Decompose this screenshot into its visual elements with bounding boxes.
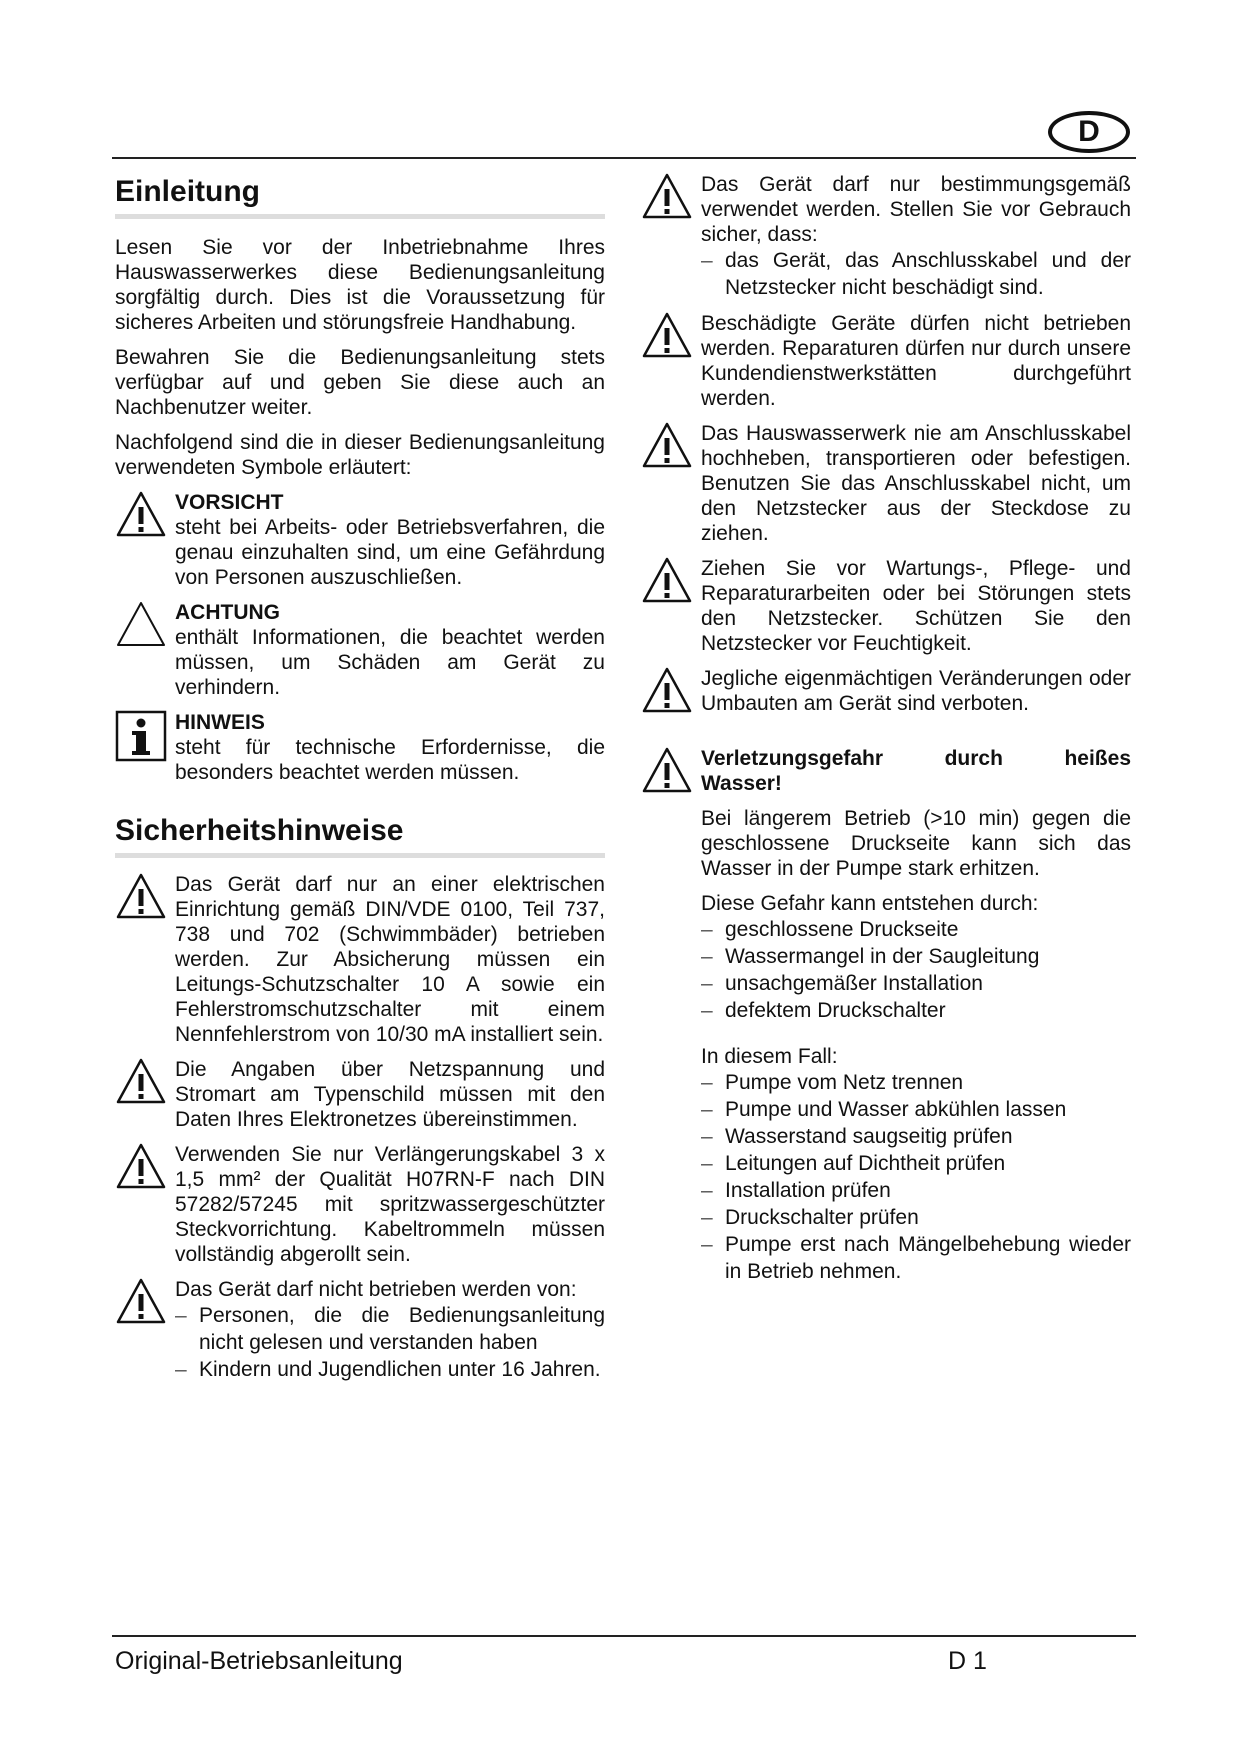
warning-exclamation-icon (641, 421, 693, 471)
intro-paragraph: Nachfolgend sind die in dieser Bedienungsanleitung verwendeten Symbole erläutert: (115, 431, 605, 479)
list-item: – Pumpe erst nach Mängelbehebung wieder in Betrieb nehmen. (701, 1231, 1131, 1285)
safety-item (115, 1057, 605, 1132)
warning-exclamation-icon (641, 746, 693, 796)
title-word: durch (944, 747, 1003, 770)
info-icon (115, 710, 167, 762)
footer-title: Original-Betriebsanleitung (115, 1647, 403, 1675)
right-column (641, 172, 1131, 1295)
list-item: – Personen, die die Bedienungsanleitung nicht gelesen und verstanden haben (175, 1302, 605, 1356)
list-item: – Wassermangel in der Saugleitung (701, 943, 1131, 970)
measures-list (701, 1069, 1131, 1285)
warning-triangle-icon (115, 600, 167, 650)
symbol-vorsicht (115, 490, 605, 590)
safety-text: Das Gerät darf nur an einer elektrischen Einrichtung gemäß DIN/VDE 0100, Teil 737, 738 und 702 (Schwimmbäder) betrieben werden. Zur Absicherung müssen ein Leitungs-Schutzschalter 10 A sowie ein Fehlerstromschutzschalter mit einem Nennfehlerstrom von 10/30 mA installiert sein. (175, 873, 605, 1046)
safety-item-persons (115, 1277, 605, 1383)
list-item: – Installation prüfen (701, 1177, 1131, 1204)
title-word: heißes (1064, 747, 1131, 770)
hot-water-title-line2: Wasser! (701, 772, 782, 795)
hot-water-title (701, 746, 1131, 771)
safety-item (115, 1142, 605, 1267)
list-item: – geschlossene Druckseite (701, 916, 1131, 943)
measures-intro: In diesem Fall: (701, 1045, 838, 1068)
warning-exclamation-icon (115, 490, 167, 540)
symbol-text: steht bei Arbeits- oder Betriebsverfahren, die genau einzuhalten sind, um eine Gefährdung von Personen auszuschließen. (175, 516, 605, 589)
list-item: – Wasserstand saugseitig prüfen (701, 1123, 1131, 1150)
safety-item (641, 172, 1131, 301)
hot-water-paragraph: Bei längerem Betrieb (>10 min) gegen die geschlossene Druckseite kann sich das Wasser in der Pumpe stark erhitzen. (701, 807, 1131, 880)
safety-text: Beschädigte Geräte dürfen nicht betrieben werden. Reparaturen dürfen nur durch unsere Kundendienstwerkstätten durchgeführt werden. (701, 312, 1131, 410)
intro-paragraph: Bewahren Sie die Bedienungsanleitung stets verfügbar auf und geben Sie diese auch an Nachbenutzer weiter. (115, 346, 605, 419)
warning-exclamation-icon (115, 1277, 167, 1327)
safety-text: Die Angaben über Netzspannung und Stromart am Typenschild müssen mit den Daten Ihres Elektronetzes übereinstimmen. (175, 1058, 605, 1131)
safety-text: Ziehen Sie vor Wartungs-, Pflege- und Reparaturarbeiten oder bei Störungen stets den Netzstecker. Schützen Sie den Netzstecker vor Feuchtigkeit. (701, 557, 1131, 655)
warning-exclamation-icon (115, 872, 167, 922)
symbol-hinweis (115, 710, 605, 785)
safety-text: Das Hauswasserwerk nie am Anschlusskabel hochheben, transportieren oder befestigen. Benutzen Sie das Anschlusskabel nicht, um den Netzstecker aus der Steckdose zu ziehen. (701, 422, 1131, 545)
safety-item (641, 421, 1131, 546)
page-number: D 1 (948, 1647, 987, 1675)
left-column (115, 172, 605, 1393)
safety-item (641, 311, 1131, 411)
persons-intro: Das Gerät darf nicht betrieben werden von: (175, 1278, 577, 1301)
section-title-sicherheitshinweise: Sicherheitshinweise (115, 811, 605, 858)
symbol-label: ACHTUNG (175, 601, 280, 624)
safety-text: Verwenden Sie nur Verlängerungskabel 3 x 1,5 mm² der Qualität H07RN-F nach DIN 57282/57245 mit spritzwassergeschützter Steckvorrichtung. Kabeltrommeln müssen vollständig abgerollt sein. (175, 1143, 605, 1266)
warning-exclamation-icon (641, 311, 693, 361)
symbol-label: VORSICHT (175, 491, 284, 514)
safety-item (641, 556, 1131, 656)
intro-paragraph: Lesen Sie vor der Inbetriebnahme Ihres Hauswasserwerkes diese Bedienungsanleitung sorgfältig durch. Dies ist die Voraussetzung für sicheres Arbeiten und störungsfreie Handhabung. (115, 236, 605, 334)
list-item: – Leitungen auf Dichtheit prüfen (701, 1150, 1131, 1177)
warning-exclamation-icon (641, 556, 693, 606)
safety-text: Jegliche eigenmächtigen Veränderungen oder Umbauten am Gerät sind verboten. (701, 667, 1131, 715)
list-item: – Pumpe und Wasser abkühlen lassen (701, 1096, 1131, 1123)
safety-item (115, 872, 605, 1047)
persons-list (175, 1302, 605, 1383)
symbol-text: steht für technische Erfordernisse, die besonders beachtet werden müssen. (175, 736, 605, 784)
symbol-achtung (115, 600, 605, 700)
hot-water-warning (641, 746, 1131, 1285)
causes-intro: Diese Gefahr kann entstehen durch: (701, 892, 1039, 915)
list-item: – unsachgemäßer Installation (701, 970, 1131, 997)
list-item: – Kindern und Jugendlichen unter 16 Jahren. (175, 1356, 605, 1383)
safety-item (641, 666, 1131, 716)
language-badge: D (1048, 111, 1130, 153)
list-item: – Druckschalter prüfen (701, 1204, 1131, 1231)
symbol-text: enthält Informationen, die beachtet werden müssen, um Schäden am Gerät zu verhindern. (175, 626, 605, 699)
causes-list (701, 916, 1131, 1024)
header-rule (112, 157, 1136, 159)
footer-rule (112, 1635, 1136, 1637)
safety-text: Das Gerät darf nur bestimmungsgemäß verwendet werden. Stellen Sie vor Gebrauch sicher, dass: (701, 173, 1131, 246)
list-item: – das Gerät, das Anschlusskabel und der Netzstecker nicht beschädigt sind. (701, 247, 1131, 301)
warning-exclamation-icon (641, 172, 693, 222)
list-item: – defektem Druckschalter (701, 997, 1131, 1024)
warning-exclamation-icon (115, 1057, 167, 1107)
check-list (701, 247, 1131, 301)
section-title-einleitung: Einleitung (115, 172, 605, 219)
symbol-label: HINWEIS (175, 711, 265, 734)
list-item: – Pumpe vom Netz trennen (701, 1069, 1131, 1096)
title-word: Verletzungsgefahr (701, 747, 884, 770)
warning-exclamation-icon (641, 666, 693, 716)
warning-exclamation-icon (115, 1142, 167, 1192)
